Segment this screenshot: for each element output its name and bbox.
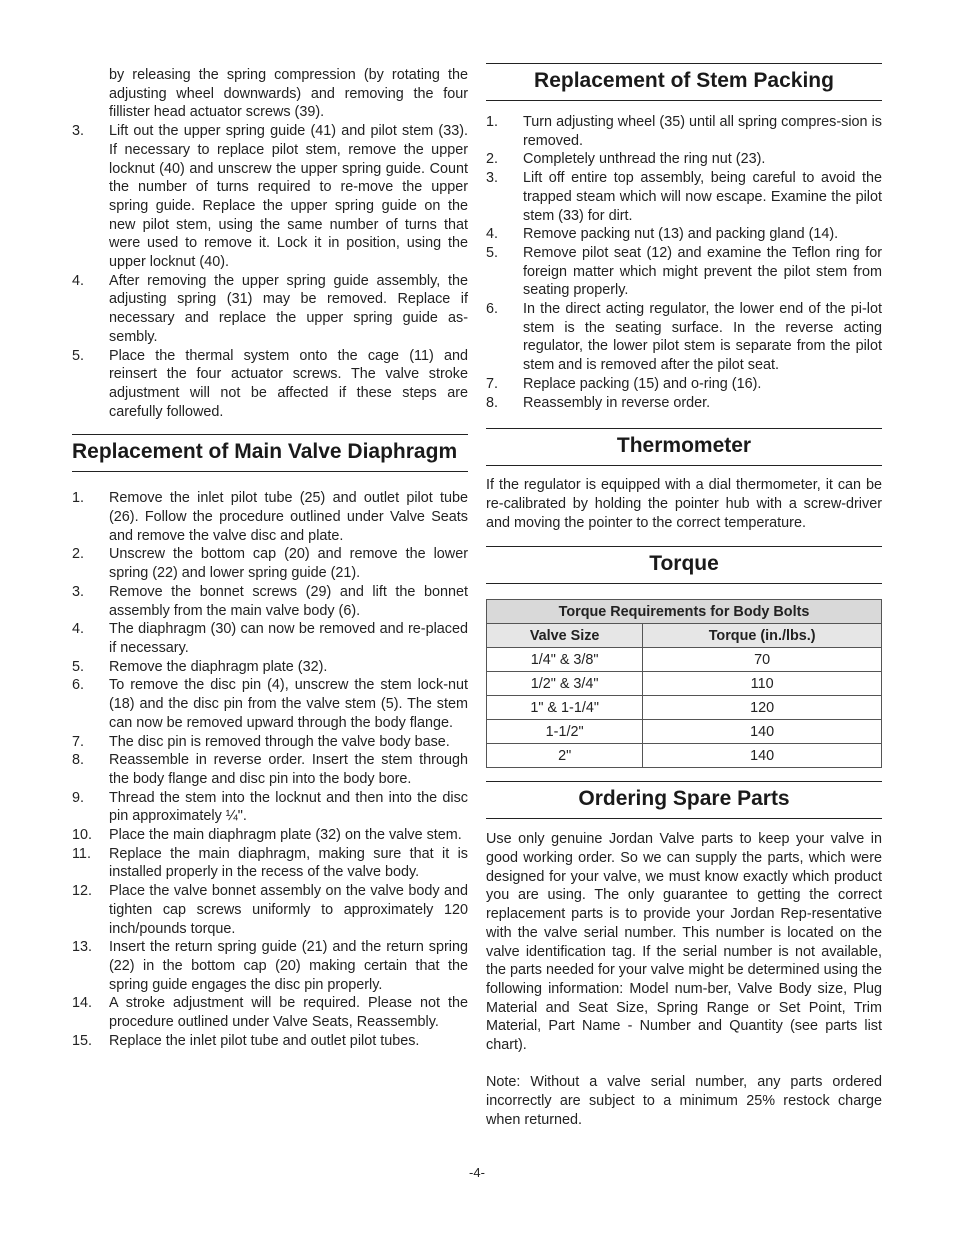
step-text: Lift off entire top assembly, being careful to avoid the trapped steam which will now escape. Examine the pilot stem (33) for dirt. bbox=[523, 170, 882, 224]
step-text: Lift out the upper spring guide (41) and pilot stem (33). If necessary to replace pilot stem, remove the upper locknut (40) and unscrew the upper spring guide. Count the number of turns required to re-move the upper spring guide. Replace the upper spring guide on the new pilot stem, using the same number of turns that were used to remove it. Lock it in position, using the upper locknut (40). bbox=[109, 123, 468, 271]
table-cell: 140 bbox=[643, 744, 882, 768]
torque-header-valve-size: Valve Size bbox=[487, 624, 643, 648]
list-item bbox=[72, 938, 468, 994]
step-number: 4. bbox=[72, 272, 85, 289]
table-cell: 1/2" & 3/4" bbox=[487, 672, 643, 696]
stem-packing-steps bbox=[486, 113, 882, 412]
step-number: 3. bbox=[486, 170, 499, 187]
step-number: 11. bbox=[72, 845, 91, 862]
step-text: Remove the bonnet screws (29) and lift the bonnet assembly from the main valve body (6). bbox=[109, 583, 468, 619]
step-text: Turn adjusting wheel (35) until all spring compres-sion is removed. bbox=[523, 114, 882, 149]
table-cell: 110 bbox=[643, 672, 882, 696]
table-cell: 2" bbox=[487, 744, 643, 768]
thermometer-paragraph: If the regulator is equipped with a dial thermometer, it can be re-calibrated by holding the pointer hub with a screw-driver and moving the pointer to the correct temperature. bbox=[486, 477, 882, 531]
step-number: 3. bbox=[72, 123, 85, 140]
section-title-spare-parts: Ordering Spare Parts bbox=[486, 781, 882, 819]
step-text: Remove the inlet pilot tube (25) and outlet pilot tube (26). Follow the procedure outlined under Valve Seats and remove the valve disc and plate. bbox=[109, 490, 468, 544]
list-item bbox=[72, 789, 468, 826]
step-number: 1. bbox=[486, 114, 499, 130]
step-text: Thread the stem into the locknut and then into the disc pin approximately ¼". bbox=[109, 789, 468, 825]
step-text: Completely unthread the ring nut (23). bbox=[523, 151, 766, 168]
step-number: 4. bbox=[72, 621, 85, 638]
table-cell: 1/4" & 3/8" bbox=[487, 648, 643, 672]
list-item bbox=[72, 994, 468, 1031]
step-text: Remove packing nut (13) and packing gland (14). bbox=[523, 226, 839, 243]
step-number: 9. bbox=[72, 789, 85, 806]
list-item bbox=[72, 733, 468, 752]
spare-parts-paragraph: Use only genuine Jordan Valve parts to keep your valve in good working order. So we can supply the parts, which were designed for your valve, we must know exactly which product you are using. The only guarantee to getting the correct replacement parts is to provide your Jordan Rep-resentative with the valve serial number. This number is located on the valve identification tag. If the serial number is not available, the parts needed for your valve might be determined using the following information: Model num-ber, Valve Body size, Plug Material and Seat Size, Spring Range or Set Point, Trim Material, Part Name - Number and Quantity (see parts list chart). bbox=[486, 831, 882, 1054]
list-item bbox=[486, 169, 882, 225]
step-text: Replace packing (15) and o-ring (16). bbox=[523, 375, 762, 392]
step-text: Remove pilot seat (12) and examine the Teflon ring for foreign matter which might prevent the pilot stem from seating properly. bbox=[523, 244, 882, 299]
list-item bbox=[486, 225, 882, 244]
step-text: Insert the return spring guide (21) and the return spring (22) in the bottom cap (20) making certain that the spring guide engages the disc pin properly. bbox=[109, 939, 468, 993]
continued-step-text: by releasing the spring compression (by rotating the adjusting wheel downwards) and removing the four fillister head actuator screws (39). bbox=[109, 67, 468, 121]
table-cell: 120 bbox=[643, 696, 882, 720]
step-number: 7. bbox=[72, 733, 85, 750]
list-item bbox=[72, 272, 468, 347]
step-number: 2. bbox=[486, 151, 499, 168]
step-number: 13. bbox=[72, 939, 93, 956]
step-text: The disc pin is removed through the valve body base. bbox=[109, 733, 450, 750]
list-item bbox=[72, 676, 468, 732]
list-item bbox=[72, 751, 468, 788]
section-title-torque: Torque bbox=[486, 546, 882, 584]
step-number: 5. bbox=[72, 658, 85, 675]
table-row bbox=[487, 672, 882, 696]
step-text: Replace the main diaphragm, making sure that it is installed properly in the recess of the valve body. bbox=[109, 845, 468, 881]
step-text: In the direct acting regulator, the lower end of the pi-lot stem is the seating surface. In the reverse acting regulator, the lower pilot stem is separate from the pilot stem and is removed after the pilot seat. bbox=[523, 301, 882, 374]
step-number: 6. bbox=[72, 677, 85, 694]
torque-table-caption: Torque Requirements for Body Bolts bbox=[487, 600, 882, 624]
step-number: 10. bbox=[72, 827, 93, 844]
torque-table bbox=[486, 599, 882, 768]
step-number: 8. bbox=[72, 752, 85, 769]
step-number: 2. bbox=[72, 546, 85, 563]
page-number: -4- bbox=[469, 1165, 485, 1180]
list-item bbox=[72, 347, 468, 422]
list-item bbox=[72, 122, 468, 272]
step-number: 3. bbox=[72, 583, 85, 600]
step-number: 5. bbox=[72, 347, 85, 364]
list-item bbox=[72, 545, 468, 582]
right-column bbox=[486, 63, 882, 1130]
table-cell: 1" & 1-1/4" bbox=[487, 696, 643, 720]
step-number: 12. bbox=[72, 883, 93, 900]
step-text: A stroke adjustment will be required. Please not the procedure outlined under Valve Seats, Reassembly. bbox=[109, 995, 468, 1031]
section-title-stem-packing: Replacement of Stem Packing bbox=[486, 63, 882, 101]
table-cell: 70 bbox=[643, 648, 882, 672]
list-item bbox=[486, 150, 882, 169]
step-number: 1. bbox=[72, 490, 85, 507]
step-text: After removing the upper spring guide assembly, the adjusting spring (31) may be removed. Replace if necessary and replace the upper spring guide as-sembly. bbox=[109, 272, 468, 345]
section-title-thermometer: Thermometer bbox=[486, 428, 882, 466]
list-item bbox=[72, 1032, 468, 1051]
list-item bbox=[72, 882, 468, 938]
step-number: 4. bbox=[486, 226, 499, 243]
table-row bbox=[487, 744, 882, 768]
table-cell: 1-1/2" bbox=[487, 720, 643, 744]
step-text: To remove the disc pin (4), unscrew the stem lock-nut (18) and the disc pin from the valve stem (5). The stem can now be removed upward through the body flange. bbox=[109, 677, 468, 731]
left-column bbox=[72, 66, 468, 1050]
spring-guide-steps bbox=[72, 122, 468, 421]
table-row bbox=[487, 696, 882, 720]
step-number: 14. bbox=[72, 995, 93, 1012]
torque-header-torque: Torque (in./lbs.) bbox=[643, 624, 882, 648]
step-number: 8. bbox=[486, 394, 499, 411]
step-number: 7. bbox=[486, 375, 499, 392]
list-item bbox=[486, 394, 882, 413]
list-item bbox=[72, 658, 468, 677]
list-item bbox=[72, 583, 468, 620]
section-title-diaphragm: Replacement of Main Valve Diaphragm bbox=[72, 434, 468, 472]
spare-parts-note: Note: Without a valve serial number, any parts ordered incorrectly are subject to a minimum 25% restock charge when returned. bbox=[486, 1074, 882, 1128]
list-item bbox=[72, 620, 468, 657]
step-text: Place the thermal system onto the cage (11) and reinsert the four actuator screws. The valve stroke adjustment will not be affected if these steps are carefully followed. bbox=[109, 347, 468, 420]
step-text: Unscrew the bottom cap (20) and remove the lower spring (22) and lower spring guide (21). bbox=[109, 546, 468, 582]
list-item bbox=[72, 826, 468, 845]
step-number: 15. bbox=[72, 1032, 93, 1049]
diaphragm-steps bbox=[72, 489, 468, 1050]
step-text: Reassemble in reverse order. Insert the stem through the body flange and disc pin into the body bore. bbox=[109, 752, 468, 787]
step-text: Place the valve bonnet assembly on the valve body and tighten cap screws uniformly to approximately 120 inch/pounds torque. bbox=[109, 883, 468, 937]
list-item bbox=[486, 113, 882, 150]
step-text: The diaphragm (30) can now be removed and re-placed if necessary. bbox=[109, 621, 468, 656]
step-text: Replace the inlet pilot tube and outlet pilot tubes. bbox=[109, 1032, 420, 1049]
list-item bbox=[72, 845, 468, 882]
table-row bbox=[487, 648, 882, 672]
step-text: Remove the diaphragm plate (32). bbox=[109, 658, 328, 675]
step-number: 5. bbox=[486, 244, 499, 261]
list-item bbox=[486, 244, 882, 300]
list-item bbox=[72, 489, 468, 545]
table-row bbox=[487, 720, 882, 744]
step-text: Place the main diaphragm plate (32) on the valve stem. bbox=[109, 827, 462, 844]
table-cell: 140 bbox=[643, 720, 882, 744]
step-number: 6. bbox=[486, 301, 499, 318]
step-text: Reassembly in reverse order. bbox=[523, 394, 711, 411]
list-item bbox=[486, 375, 882, 394]
list-item bbox=[486, 300, 882, 375]
